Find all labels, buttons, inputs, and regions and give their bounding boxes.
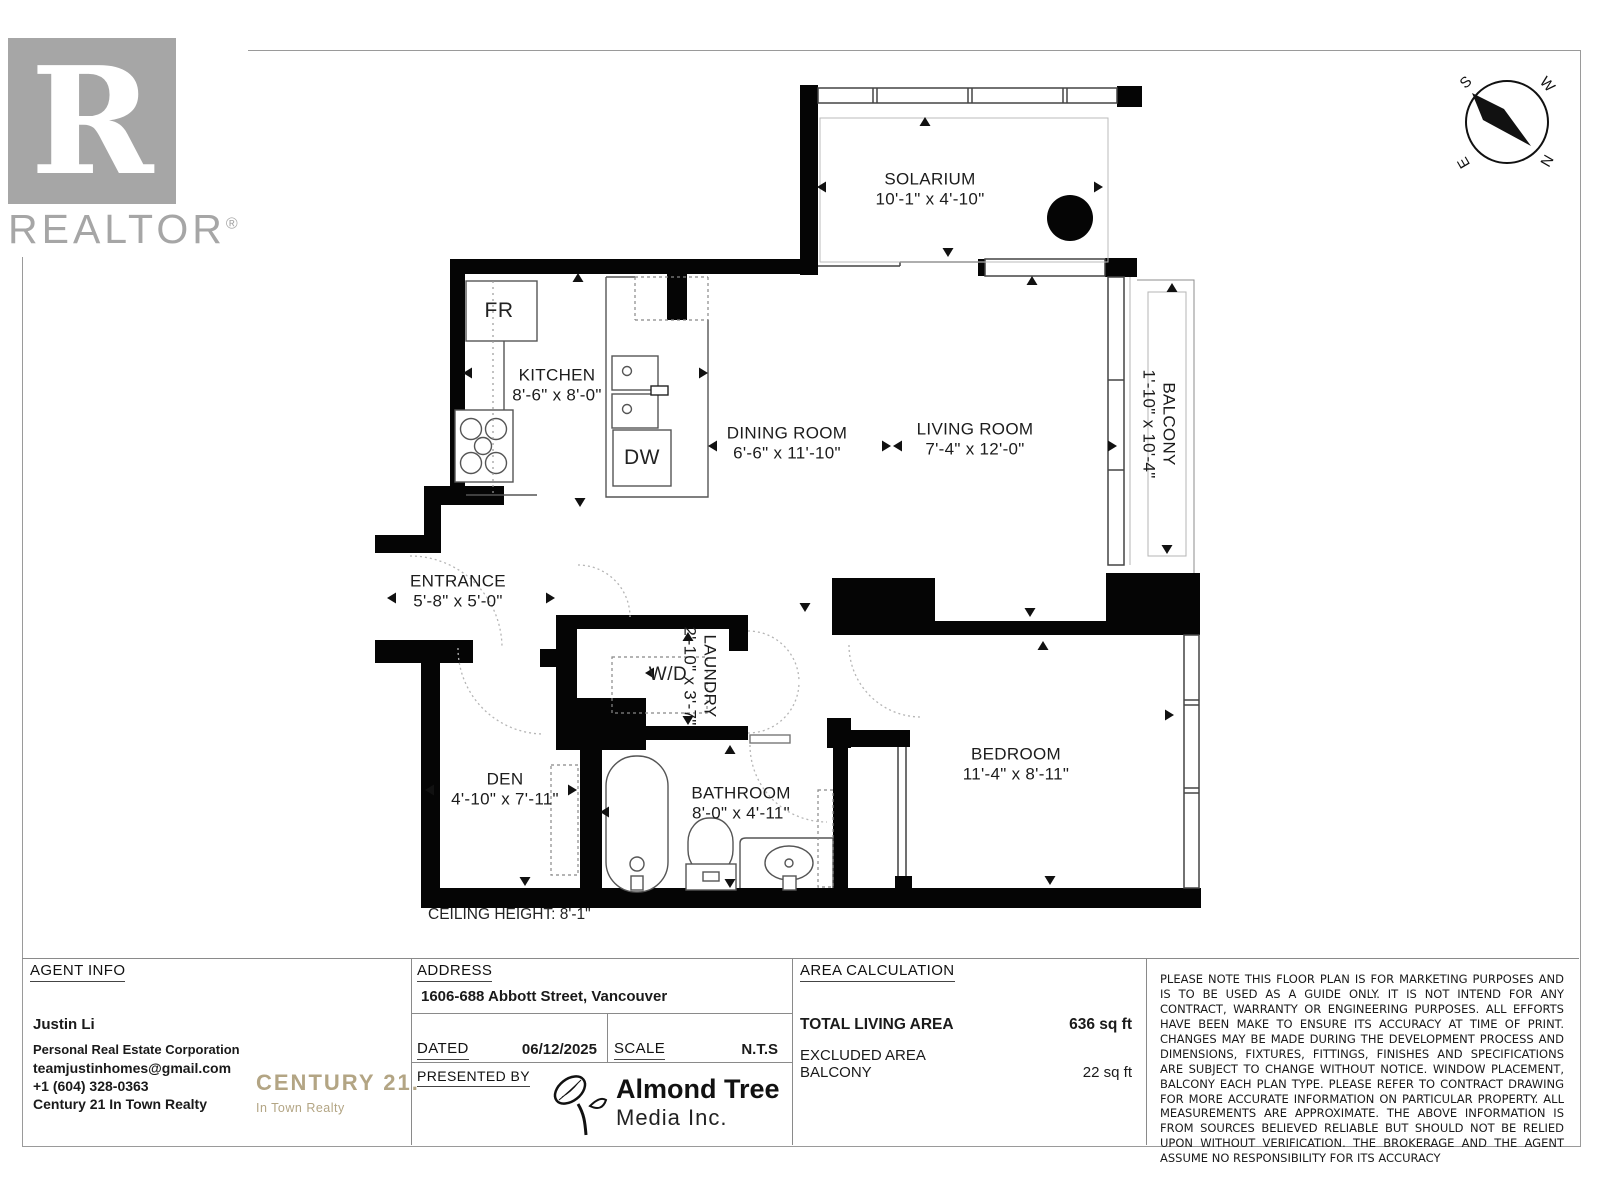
realtor-wordmark: REALTOR®	[8, 206, 242, 252]
scale-value: N.T.S	[741, 1041, 778, 1058]
realtor-logo	[6, 36, 248, 257]
fridge-label: FR	[484, 299, 514, 322]
footer-top-border	[22, 958, 1579, 959]
washer-dryer-label: W/D	[648, 664, 688, 685]
area-calculation-block	[800, 1016, 1132, 1081]
room-label-den: DEN 4'-10" x 7'-11"	[451, 769, 559, 809]
media-name-line1: Almond Tree	[616, 1074, 780, 1104]
media-company-logo	[616, 1076, 780, 1129]
dated-value: 06/12/2025	[521, 1041, 597, 1058]
dishwasher-label: DW	[624, 446, 660, 469]
compass-n: N	[1536, 151, 1557, 170]
footer-divider-3	[1146, 958, 1147, 1145]
century21-subtext: In Town Realty	[256, 1101, 345, 1115]
compass-w: W	[1536, 73, 1559, 96]
column	[1047, 195, 1093, 241]
agent-info-block	[33, 1016, 240, 1113]
ceiling-height-note: CEILING HEIGHT: 8'-1"	[428, 906, 591, 923]
room-label-living-room: LIVING ROOM 7'-4" x 12'-0"	[916, 419, 1034, 459]
sink	[612, 356, 658, 390]
address-row-border	[411, 1013, 792, 1014]
dated-scale-divider	[607, 1013, 608, 1062]
compass-s: S	[1456, 72, 1476, 93]
room-label-laundry: LAUNDRY 2'-10" x 3'-7"	[680, 626, 720, 726]
media-name-line2: Media Inc.	[616, 1105, 728, 1130]
agent-brokerage: Century 21 In Town Realty	[33, 1096, 207, 1112]
almond-tree-icon	[548, 1072, 610, 1141]
footer-divider-2	[792, 958, 793, 1145]
room-label-bedroom: BEDROOM 11'-4" x 8'-11"	[962, 744, 1070, 784]
room-label-kitchen: KITCHEN 8'-6" x 8'-0"	[512, 365, 602, 405]
room-label-bathroom: BATHROOM 8'-0" x 4'-11"	[691, 783, 791, 823]
agent-phone: +1 (604) 328-0363	[33, 1078, 149, 1094]
compass-e: E	[1454, 153, 1474, 172]
balcony-area-row: BALCONY 22 sq ft	[800, 1064, 1132, 1081]
presented-by-label: PRESENTED BY	[417, 1068, 530, 1087]
laundry-door-arc-top	[748, 631, 799, 682]
bedroom-door-arc	[849, 645, 921, 717]
dated-label: DATED	[417, 1040, 469, 1060]
realtor-r-icon: R	[8, 38, 176, 204]
disclaimer-text: PLEASE NOTE THIS FLOOR PLAN IS FOR MARKETING PURPOSES AND IS TO BE USED AS A GUIDE ONLY. IT IS NOT INTEND FOR ANY CONTRACT, WARRANTY OR ENGINEERING PURPOSES. ALL EFFORTS HAVE BEEN MAKE TO ENSURE ITS ACCURACY AT TIME OF PRINT. CHANGES MAY BE MADE DURING THE DEVELOPMENT PROCESS AND DIMENSIONS, FIXTURES, FITTINGS, FINISHES AND SPECIFICATIONS ARE SUBJECT TO CHANGE WITHOUT NOTICE. WINDOW PLACEMENT, BALCONY EACH PLAN TYPE. PLEASE REFER TO CONTRACT DRAWING FOR MORE ACCURATE INFORMATION ON PARTICULAR PROPERTY. ALL MEASUREMENTS ARE APPROXIMATE. THE ABOVE INFORMATION IS FROM SOURCES BELIEVED RELIABLE BUT SHOULD NOT BE RELIED UPON WITHOUT VERIFICATION. THE BROKERAGE AND THE AGENT ASSUME NO RESPONSIBILITY FOR ITS ACCURACY	[1160, 972, 1564, 1166]
dated-row-border	[411, 1062, 792, 1063]
room-label-balcony: BALCONY 1'-10" x 10'-4"	[1139, 369, 1179, 479]
agent-info-header: AGENT INFO	[30, 962, 125, 982]
laundry-door-arc-bottom	[748, 682, 799, 733]
total-living-area-row: TOTAL LIVING AREA 636 sq ft	[800, 1016, 1132, 1033]
compass-icon	[1447, 62, 1567, 182]
area-calculation-header: AREA CALCULATION	[800, 962, 955, 982]
footer-divider-1	[411, 958, 412, 1145]
compass-needle	[1472, 93, 1531, 146]
century21-logo	[256, 1070, 420, 1115]
agent-email: teamjustinhomes@gmail.com	[33, 1060, 232, 1076]
scale-label: SCALE	[614, 1040, 665, 1060]
agent-title: Personal Real Estate Corporation	[33, 1042, 240, 1057]
address-value: 1606-688 Abbott Street, Vancouver	[421, 988, 668, 1005]
room-label-entrance: ENTRANCE 5'-8" x 5'-0"	[410, 571, 506, 611]
room-label-solarium: SOLARIUM 10'-1" x 4'-10"	[875, 169, 985, 209]
room-label-dining-room: DINING ROOM 6'-6" x 11'-10"	[726, 423, 848, 463]
excluded-area-label: EXCLUDED AREA	[800, 1047, 926, 1064]
hall-door-arc	[578, 565, 630, 617]
address-header: ADDRESS	[417, 962, 492, 982]
agent-name: Justin Li	[33, 1016, 95, 1033]
century21-wordmark: CENTURY 21.	[256, 1070, 420, 1095]
